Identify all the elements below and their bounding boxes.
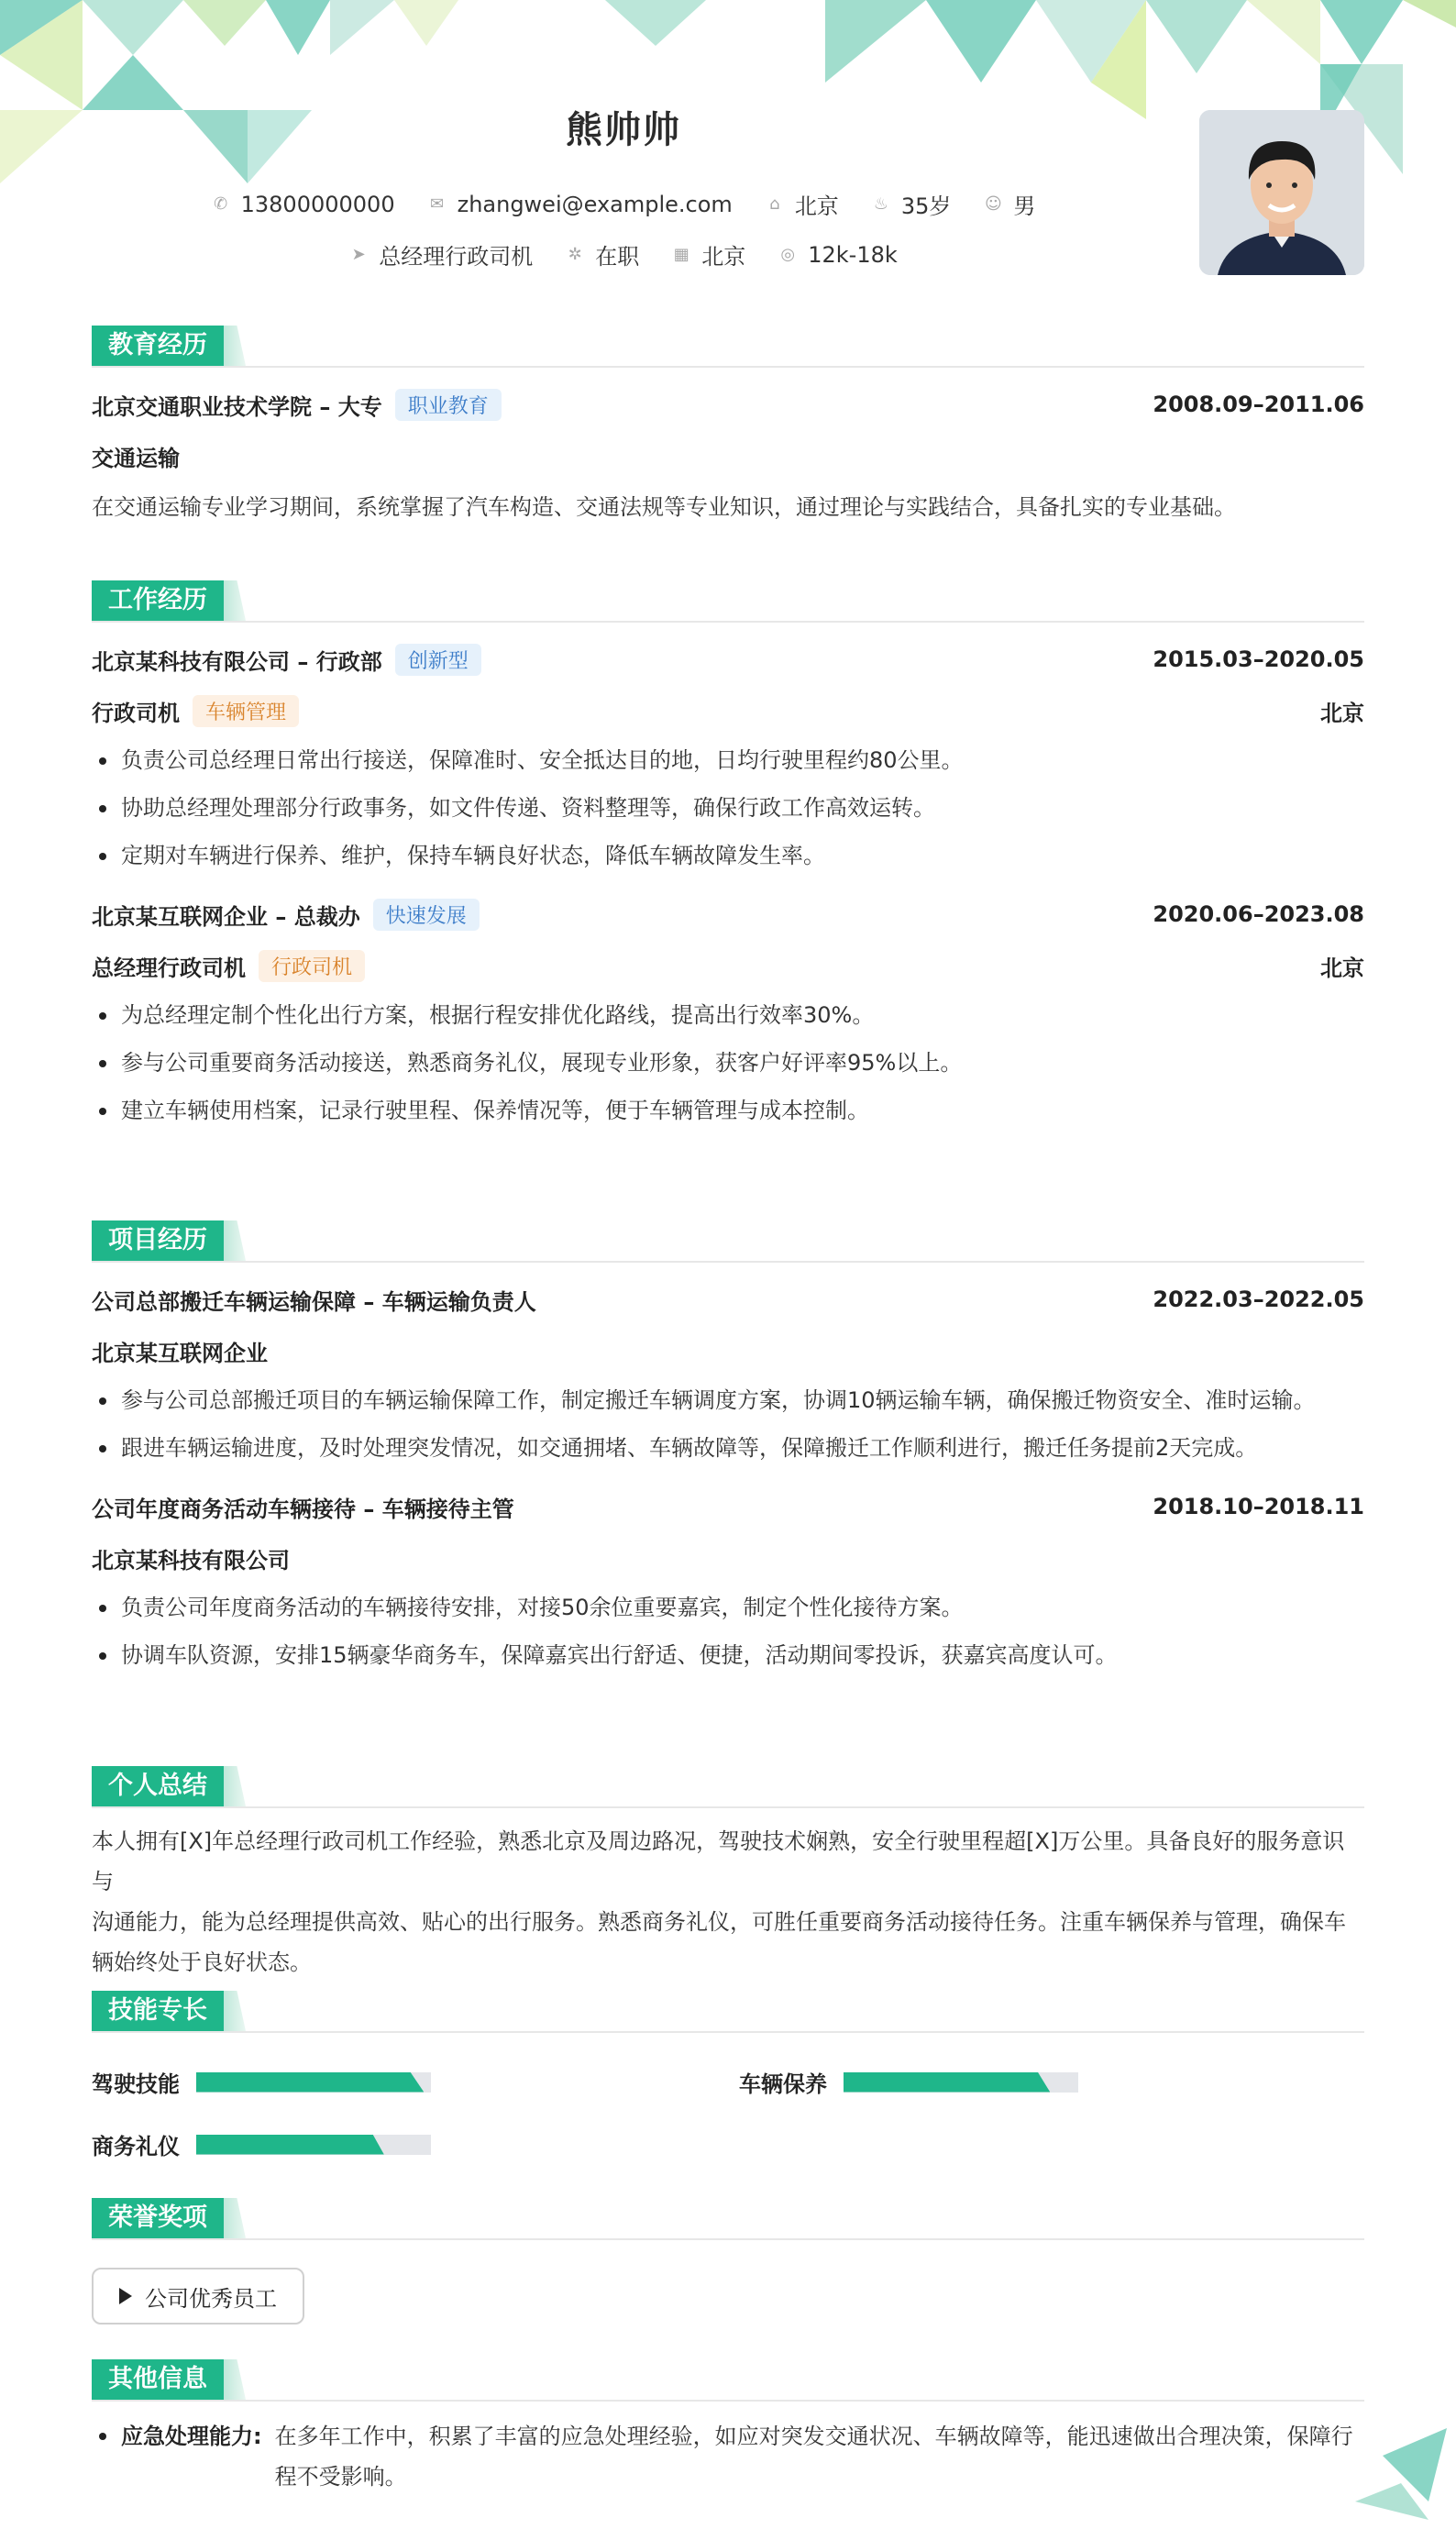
list-item: 协助总经理处理部分行政事务，如文件传递、资料整理等，确保行政工作高效运转。 [92,784,1364,832]
skills-title: 技能专长 [92,1991,224,2031]
job-status [566,238,639,271]
skill-name: 商务礼仪 [92,2134,180,2159]
project-1-list [92,1376,1364,1472]
salary-value: 12k-18k [808,241,898,268]
target-city [672,238,745,271]
project-2-org [92,1532,1364,1584]
skill-bar-fill [844,2072,1050,2093]
project-org: 北京某互联网企业 [92,1340,268,1366]
other-value [262,2416,1353,2497]
summary-header [92,1766,1364,1808]
role-tag: 行政司机 [259,950,365,982]
email-value: zhangwei@example.com [457,191,733,217]
summary-line: 辆始终处于良好状态。 [92,1949,312,1975]
location-value: 北京 [794,193,839,219]
salary [778,238,898,271]
role-name: 行政司机 [92,700,180,726]
salary-icon: ◎ [780,244,796,264]
project-title: 公司年度商务活动车辆接待 – 车辆接待主管 [92,1496,514,1522]
skill-item [92,2128,431,2160]
list-item: 负责公司年度商务活动的车辆接待安排，对接50余位重要嘉宾，制定个性化接待方案。 [92,1584,1364,1631]
projects-header [92,1220,1364,1263]
summary-line: 本人拥有[X]年总经理行政司机工作经验，熟悉北京及周边路况，驾驶技术娴熟，安全行驶里程超[X]万公里。具备良好的服务意识与 [92,1828,1345,1894]
other-line: 程不受影响。 [274,2464,407,2490]
work-city: 北京 [1320,955,1364,981]
project-period: 2022.03–2022.05 [1153,1287,1364,1312]
work-period: 2015.03–2020.05 [1153,646,1364,672]
other-key: 应急处理能力: [92,2416,262,2497]
company-name: 北京某科技有限公司 – 行政部 [92,648,382,675]
project-2-list [92,1584,1364,1679]
education-desc: 在交通运输专业学习期间，系统掌握了汽车构造、交通法规等专业知识，通过理论与实践结合，具备扎实的专业基础。 [92,494,1236,520]
work-header [92,580,1364,623]
other-title: 其他信息 [92,2359,224,2400]
project-1-org [92,1325,1364,1376]
work-title: 工作经历 [92,580,224,621]
work-item-1-list [92,736,1364,879]
work-item-1-header [92,634,1364,685]
list-item: 为总经理定制个性化出行方案，根据行程安排优化路线，提高出行效率30%。 [92,991,1364,1039]
award-name: 公司优秀员工 [145,2285,277,2312]
major-row [92,430,1364,481]
avatar [1199,110,1364,275]
skill-item [92,2066,431,2098]
age-icon: ♨ [873,193,888,214]
contact-row [0,188,1247,220]
education-period: 2008.09–2011.06 [1153,392,1364,417]
list-item: 参与公司总部搬迁项目的车辆运输保障工作，制定搬迁车辆调度方案，协调10辆运输车辆，确保搬迁物资安全、准时运输。 [92,1376,1364,1424]
education-header [92,326,1364,368]
company-name: 北京某互联网企业 – 总裁办 [92,903,360,930]
skill-bar-fill [196,2135,384,2155]
work-item-2-role [92,940,1364,991]
project-2-header [92,1481,1364,1532]
gear-icon: ✲ [568,244,582,264]
project-org: 北京某科技有限公司 [92,1547,290,1574]
honors-header [92,2198,1364,2240]
other-line: 在多年工作中，积累了丰富的应急处理经验，如应对突发交通状况、车辆故障等，能迅速做出合理决策，保障行 [274,2424,1353,2449]
skill-bar [844,2072,1078,2093]
location [766,188,839,220]
honors-title: 荣誉奖项 [92,2198,224,2238]
skill-item [739,2066,1078,2098]
skill-name: 驾驶技能 [92,2071,180,2097]
summary-title: 个人总结 [92,1766,224,1806]
email-icon: ✉ [430,193,445,214]
education-row [92,379,1364,430]
gender-icon: ☺ [984,193,1002,214]
other-header [92,2359,1364,2402]
company-tag: 创新型 [395,644,481,676]
skill-bar-fill [196,2072,424,2093]
summary-text [92,1821,1364,1982]
other-section [92,2359,1364,2497]
projects-section [92,1220,1364,1679]
award-badge [92,2268,304,2325]
send-icon: ➤ [351,244,366,264]
skill-bar [196,2135,431,2155]
summary-section [92,1766,1364,1982]
list-item: 负责公司总经理日常出行接送，保障准时、安全抵达目的地，日均行驶里程约80公里。 [92,736,1364,784]
company-tag: 快速发展 [373,899,480,931]
target-job-value: 总经理行政司机 [379,244,534,270]
role-name: 总经理行政司机 [92,955,246,981]
target-city-value: 北京 [701,244,746,270]
work-city: 北京 [1320,700,1364,726]
gender-value: 男 [1013,193,1036,219]
phone-icon: ✆ [214,193,228,214]
play-triangle-icon [119,2288,132,2304]
education-section [92,326,1364,527]
age [872,188,952,220]
phone [212,188,395,220]
major: 交通运输 [92,445,180,471]
summary-line: 沟通能力，能为总经理提供高效、贴心的出行服务。熟悉商务礼仪，可胜任重要商务活动接待任务。注重车辆保养与管理，确保车 [92,1909,1346,1935]
skills-header [92,1991,1364,2033]
honors-section [92,2198,1364,2336]
skill-name: 车辆保养 [739,2071,827,2097]
gender [984,188,1035,220]
home-icon: ⌂ [769,193,780,214]
other-item [92,2416,1364,2497]
email [428,188,733,220]
list-item: 建立车辆使用档案，记录行驶里程、保养情况等，便于车辆管理与成本控制。 [92,1087,1364,1134]
school-tag: 职业教育 [395,389,502,421]
list-item: 协调车队资源，安排15辆豪华商务车，保障嘉宾出行舒适、便捷，活动期间零投诉，获嘉宾高度认可。 [92,1631,1364,1679]
school-name: 北京交通职业技术学院 – 大专 [92,393,382,420]
project-period: 2018.10–2018.11 [1153,1494,1364,1519]
building-icon: ▦ [673,244,689,264]
work-item-1-role [92,685,1364,736]
job-status-value: 在职 [595,244,640,270]
work-section [92,580,1364,1134]
projects-title: 项目经历 [92,1220,224,1261]
list-item: 参与公司重要商务活动接送，熟悉商务礼仪，展现专业形象，获客户好评率95%以上。 [92,1039,1364,1087]
work-item-2-header [92,889,1364,940]
project-1-header [92,1274,1364,1325]
skill-bar [196,2072,431,2093]
work-period: 2020.06–2023.08 [1153,901,1364,927]
project-title: 公司总部搬迁车辆运输保障 – 车辆运输负责人 [92,1288,536,1315]
skills-section [92,1991,1364,2174]
list-item: 定期对车辆进行保养、维护，保持车辆良好状态，降低车辆故障发生率。 [92,832,1364,879]
work-item-2-list [92,991,1364,1134]
job-intent-row [0,238,1247,271]
role-tag: 车辆管理 [193,695,299,727]
list-item: 跟进车辆运输进度，及时处理突发情况，如交通拥堵、车辆故障等，保障搬迁工作顺利进行，搬迁任务提前2天完成。 [92,1424,1364,1472]
age-value: 35岁 [900,193,952,219]
education-title: 教育经历 [92,326,224,366]
candidate-name: 熊帅帅 [566,109,681,151]
target-job [349,238,533,271]
phone-value: 13800000000 [240,191,395,217]
